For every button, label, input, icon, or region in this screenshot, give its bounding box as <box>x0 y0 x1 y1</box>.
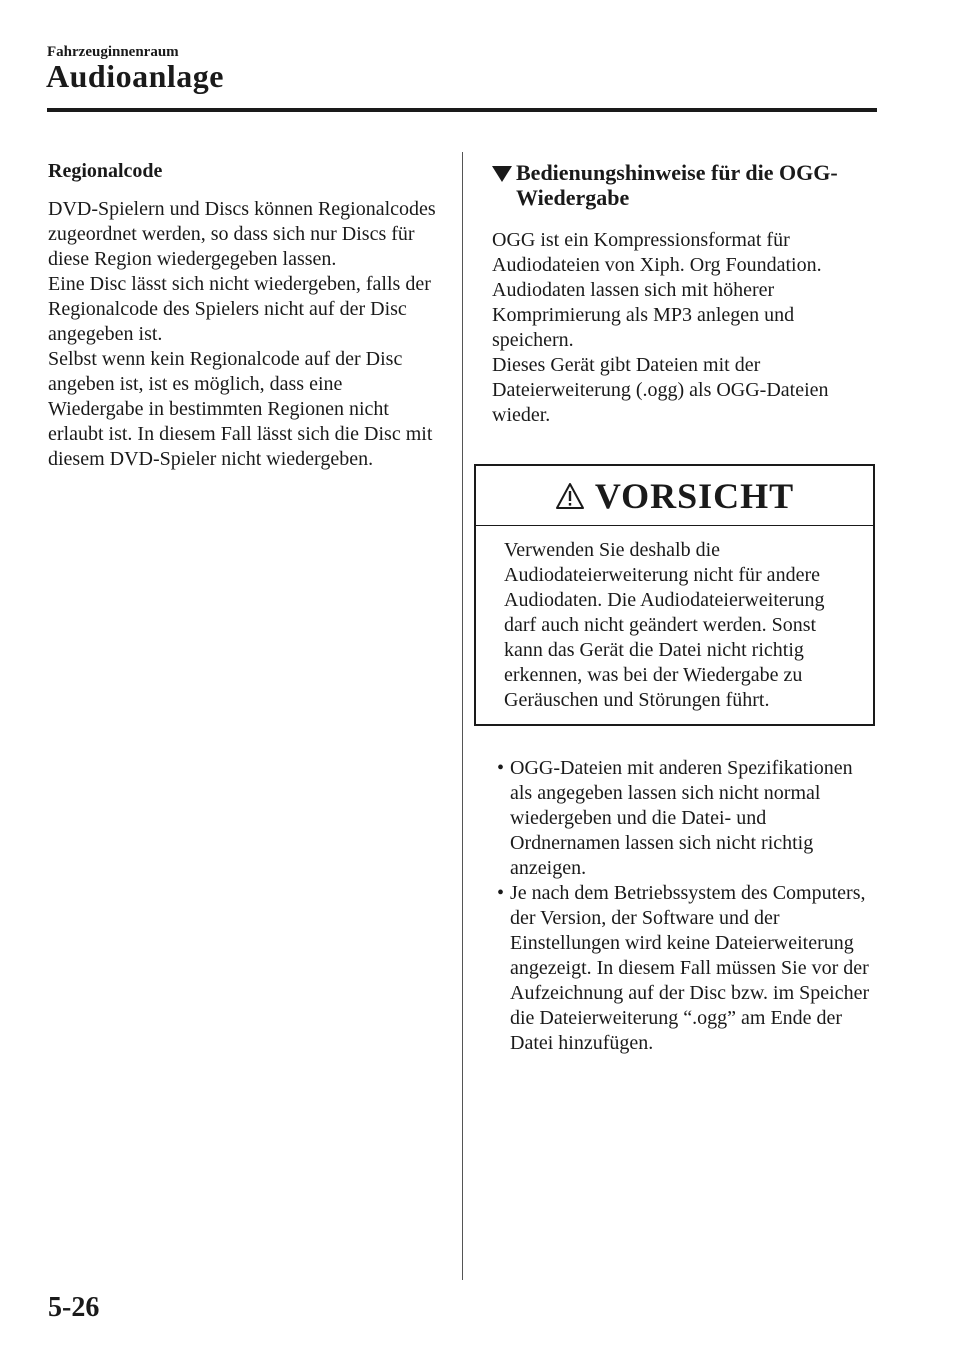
list-item <box>494 756 878 881</box>
caution-text: Verwenden Sie deshalb die Audiodateierweiterung nicht für andere Audiodaten. Die Audiodateierweiterung darf auch nicht geändert werden. Sonst kann das Gerät die Datei nicht richtig erkennen, was bei der Wiedergabe zu Geräuschen und Störungen führt. <box>504 539 825 711</box>
page-number: 5-26 <box>48 1292 100 1323</box>
left-paragraph-2: Eine Disc lässt sich nicht wiedergeben, falls der Regionalcode des Spielers nicht auf der Disc angegeben ist. <box>48 273 431 345</box>
bullet-dot: • <box>497 882 505 904</box>
section-heading <box>492 160 878 210</box>
list-item <box>494 881 878 1056</box>
list-item-text: Je nach dem Betriebssystem des Computers, der Version, der Software und der Einstellungen wird keine Dateierweiterung angezeigt. In diesem Fall müssen Sie vor der Aufzeichnung auf der Disc bzw. im Speicher die Dateierweiterung “.ogg” am Ende der Datei hinzufügen. <box>510 882 870 1054</box>
title-rule <box>47 108 877 112</box>
page-title: Audioanlage <box>46 58 224 94</box>
caution-header <box>476 466 873 526</box>
list-item-text: OGG-Dateien mit anderen Spezifikationen als angegeben lassen sich nicht normal wiedergeben und die Datei- und Ordnernamen lassen sich nicht richtig anzeigen. <box>510 757 853 879</box>
left-paragraph-1: DVD-Spielern und Discs können Regionalcodes zugeordnet werden, so dass sich nur Discs für diese Region wiedergegeben lassen. <box>48 198 436 270</box>
left-paragraph-3: Selbst wenn kein Regionalcode auf der Disc angeben ist, ist es möglich, dass eine Wiedergabe in bestimmten Regionen nicht erlaubt ist. In diesem Fall lässt sich die Disc mit diesem DVD-Spieler nicht wiedergeben. <box>48 348 433 470</box>
triangle-marker-icon <box>492 166 512 182</box>
regionalcode-subheading: Regionalcode <box>48 160 163 182</box>
chapter-label: Fahrzeuginnenraum <box>47 44 179 60</box>
right-column <box>492 160 878 428</box>
left-column <box>48 160 438 472</box>
bullet-dot: • <box>497 757 505 779</box>
notes-list <box>494 756 878 1056</box>
section-heading-text: Bedienungshinweise für die OGG-Wiedergabe <box>516 160 838 210</box>
right-paragraph-1: OGG ist ein Kompressionsformat für Audiodateien von Xiph. Org Foundation. Audiodaten lassen sich mit höherer Komprimierung als MP3 anlegen und speichern. <box>492 229 822 351</box>
column-divider <box>462 152 463 1280</box>
right-paragraph-2: Dieses Gerät gibt Dateien mit der Dateierweiterung (.ogg) als OGG-Dateien wieder. <box>492 354 829 426</box>
caution-box <box>474 464 875 726</box>
warning-triangle-icon <box>555 482 585 510</box>
caution-label: VORSICHT <box>594 475 795 516</box>
